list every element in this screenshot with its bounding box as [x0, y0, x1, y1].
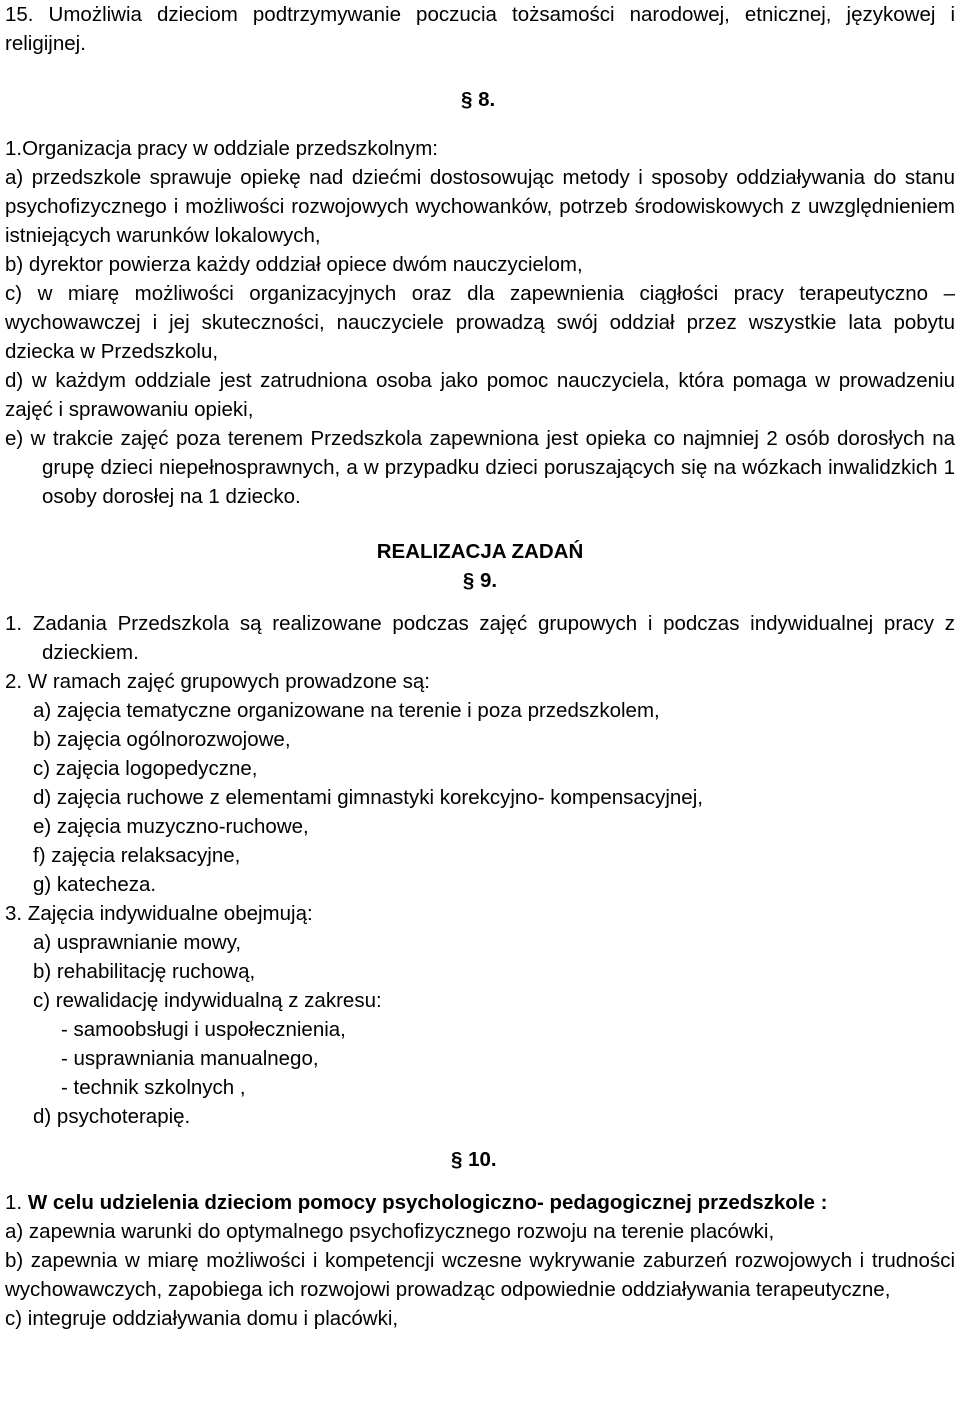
section-heading: REALIZACJA ZADAŃ: [376, 540, 584, 563]
list-item: d) zajęcia ruchowe z elementami gimnastyki korekcyjno- kompensacyjnej,: [33, 786, 703, 809]
s8-intro: 1.Organizacja pracy w oddziale przedszkolnym:: [5, 137, 438, 160]
s10-point-1-number: 1.: [5, 1191, 23, 1214]
s10-point-1-text: W celu udzielenia dzieciom pomocy psychologiczno- pedagogicznej przedszkole :: [27, 1191, 828, 1214]
list-item: c) zajęcia logopedyczne,: [33, 757, 258, 780]
list-item: f) zajęcia relaksacyjne,: [33, 844, 241, 867]
s9-3-d: d) psychoterapię.: [33, 1105, 191, 1128]
s10-point-1: [5, 1188, 955, 1217]
list-item: e) zajęcia muzyczno-ruchowe,: [33, 815, 309, 838]
s9-3-c: c) rewalidację indywidualną z zakresu:: [33, 989, 382, 1012]
item-15: 15. Umożliwia dzieciom podtrzymywanie poczucia tożsamości narodowej, etnicznej, językowej i religijnej.: [5, 3, 955, 55]
list-item: - usprawniania manualnego,: [61, 1047, 319, 1070]
s8-point-d: d) w każdym oddziale jest zatrudniona osoba jako pomoc nauczyciela, która pomaga w prowadzeniu zajęć i sprawowaniu opieki,: [5, 369, 955, 421]
s9-3-b: b) rehabilitację ruchową,: [33, 960, 256, 983]
paragraph-10-heading: § 10.: [451, 1148, 497, 1171]
s9-3-a: a) usprawnianie mowy,: [33, 931, 242, 954]
s8-point-b: b) dyrektor powierza każdy oddział opiece dwóm nauczycielom,: [5, 253, 583, 276]
s9-2-list: [5, 696, 955, 899]
s8-point-e: e) w trakcie zajęć poza terenem Przedszkola zapewniona jest opieka co najmniej 2 osób dorosłych na grupę dzieci niepełnosprawnych, a w przypadku dzieci poruszających się na wózkach inwalidzkich 1 osoby dorosłej na 1 dziecko.: [5, 427, 955, 508]
paragraph-9-heading: § 9.: [462, 569, 498, 592]
list-item: - samoobsługi i uspołecznienia,: [61, 1018, 346, 1041]
list-item: b) zajęcia ogólnorozwojowe,: [33, 728, 291, 751]
s8-point-c: c) w miarę możliwości organizacyjnych oraz dla zapewnienia ciągłości pracy terapeutyczno –wychowawczej i jej skuteczności, nauczyciele prowadzą swój oddział przez wszystkie lata pobytu dziecka w Przedszkolu,: [5, 282, 955, 363]
s8-point-a: a) przedszkole sprawuje opiekę nad dziećmi dostosowując metody i sposoby oddziaływania do stanu psychofizycznego i możliwości rozwojowych wychowanków, potrzeb środowiskowych z uwzględnieniem istniejących warunków lokalowych,: [5, 166, 955, 247]
s9-point-1: 1. Zadania Przedszkola są realizowane podczas zajęć grupowych i podczas indywidualnej pracy z dzieckiem.: [5, 612, 955, 664]
list-item: a) zajęcia tematyczne organizowane na terenie i poza przedszkolem,: [33, 699, 660, 722]
s10-point-c: c) integruje oddziaływania domu i placówki,: [5, 1307, 399, 1330]
list-item: g) katecheza.: [33, 873, 157, 896]
s10-point-a: a) zapewnia warunki do optymalnego psychofizycznego rozwoju na terenie placówki,: [5, 1220, 775, 1243]
s10-point-b: b) zapewnia w miarę możliwości i kompetencji wczesne wykrywanie zaburzeń rozwojowych i trudności wychowawczych, zapobiega ich rozwojowi prowadząc odpowiednie oddziaływania terapeutyczne,: [5, 1249, 955, 1301]
s9-point-3: 3. Zajęcia indywidualne obejmują:: [5, 902, 313, 925]
s9-point-2: 2. W ramach zajęć grupowych prowadzone są:: [5, 670, 431, 693]
s9-3-c-list: [5, 1015, 955, 1102]
paragraph-8-heading: § 8.: [461, 88, 496, 111]
list-item: - technik szkolnych ,: [61, 1076, 246, 1099]
